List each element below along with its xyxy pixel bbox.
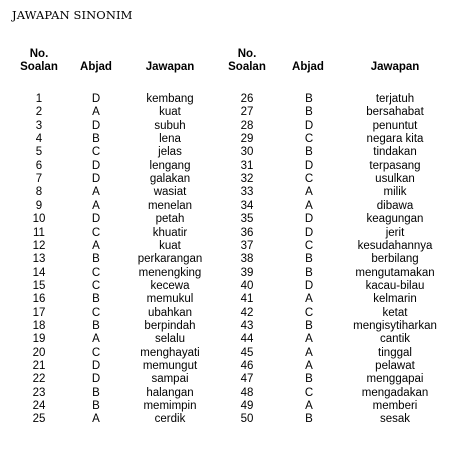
soalan-number-cell: 34 [240,199,254,212]
jawapan-cell: cerdik [154,413,186,426]
abjad-cell: C [91,226,101,239]
header-abjad-left: Abjad [80,61,112,73]
jawapan-cell: ubahkan [147,306,193,319]
abjad-cell: D [304,279,314,292]
jawapan-cell: ketat [382,306,408,319]
abjad-cell: B [305,106,313,119]
table-row [0,307,474,320]
jawapan-cell: kuat [159,106,181,119]
abjad-cell: D [91,93,101,105]
soalan-number-cell: 14 [32,266,46,279]
jawapan-cell: cantik [379,333,411,346]
jawapan-cell: menelan [147,199,193,212]
jawapan-cell: mengutamakan [355,266,435,279]
soalan-number-cell: 30 [240,146,254,159]
jawapan-cell: berpindah [144,319,196,332]
abjad-cell: D [91,173,101,186]
soalan-number-cell: 22 [32,373,46,386]
abjad-cell: A [305,400,313,413]
abjad-cell: B [92,386,100,399]
table-row [0,413,474,426]
table-row [0,400,474,413]
soalan-number-cell: 27 [240,106,254,119]
jawapan-cell: jelas [158,146,182,159]
soalan-number-cell: 21 [32,360,46,372]
abjad-cell: A [92,186,100,199]
soalan-number-cell: 5 [35,146,43,159]
soalan-number-cell: 15 [32,279,46,292]
soalan-number-cell: 32 [240,173,254,186]
table-row [0,186,474,199]
jawapan-cell: tinggal [378,346,412,359]
soalan-number-cell: 43 [240,319,254,332]
table-row [0,320,474,333]
table-row [0,106,474,119]
soalan-number-cell: 23 [32,386,46,399]
abjad-cell: C [91,266,101,279]
abjad-cell: A [92,199,100,212]
table-row [0,267,474,280]
jawapan-cell: jerit [385,226,405,239]
abjad-cell: D [91,119,101,132]
jawapan-cell: terpasang [369,159,421,172]
soalan-number-cell: 8 [35,186,43,199]
table-row [0,160,474,173]
abjad-cell: B [305,266,313,279]
table-row [0,347,474,360]
soalan-number-cell: 33 [240,186,254,199]
jawapan-cell: menghayati [140,346,200,359]
header-soalan-line2: Soalan [228,61,266,73]
soalan-number-cell: 1 [35,93,43,105]
abjad-cell: B [305,146,313,159]
table-row [0,146,474,159]
abjad-cell: B [305,413,313,426]
soalan-number-cell: 26 [240,93,254,105]
soalan-number-cell: 24 [32,400,46,413]
abjad-cell: C [304,386,314,399]
jawapan-cell: terjatuh [375,93,415,105]
abjad-cell: D [91,360,101,372]
soalan-number-cell: 44 [240,333,254,346]
jawapan-cell: selalu [154,333,186,346]
jawapan-cell: sampai [151,373,189,386]
table-row [0,293,474,306]
table-row [0,373,474,386]
soalan-number-cell: 28 [240,119,254,132]
jawapan-cell: subuh [154,119,186,132]
abjad-cell: B [305,319,313,332]
soalan-number-cell: 50 [240,413,254,426]
soalan-number-cell: 37 [240,239,254,252]
jawapan-cell: negara kita [366,133,424,146]
abjad-cell: D [304,119,314,132]
header-soalan-line1: No. [237,48,257,60]
table-row [0,253,474,266]
abjad-cell: C [304,239,314,252]
abjad-cell: B [305,253,313,266]
soalan-number-cell: 11 [33,226,45,239]
jawapan-cell: kuat [159,239,181,252]
abjad-cell: B [305,373,313,386]
table-row [0,93,474,106]
header-jawapan-right: Jawapan [370,61,420,73]
jawapan-cell: lengang [149,159,191,172]
abjad-cell: B [92,133,100,146]
jawapan-cell: pelawat [375,360,415,372]
jawapan-cell: bersahabat [366,106,424,119]
jawapan-cell: kacau-bilau [365,279,425,292]
jawapan-cell: sesak [379,413,411,426]
abjad-cell: D [304,159,314,172]
abjad-cell: B [92,319,100,332]
jawapan-cell: memberi [372,400,418,413]
jawapan-cell: khuatir [152,226,188,239]
jawapan-cell: perkarangan [137,253,203,266]
soalan-number-cell: 16 [32,293,46,306]
soalan-number-cell: 3 [35,119,43,132]
abjad-cell: C [91,279,101,292]
soalan-number-cell: 7 [35,173,43,186]
soalan-number-cell: 10 [32,213,46,226]
table-row [0,213,474,226]
abjad-cell: D [91,213,101,226]
jawapan-cell: lena [159,133,181,146]
abjad-cell: A [92,333,100,346]
header-jawapan-left: Jawapan [145,61,195,73]
table-row [0,227,474,240]
soalan-number-cell: 6 [35,159,43,172]
page-title: JAWAPAN SINONIM [12,8,133,22]
jawapan-cell: memimpin [143,400,197,413]
header-soalan-line2: Soalan [20,61,58,73]
soalan-number-cell: 39 [240,266,254,279]
jawapan-cell: menengking [138,266,202,279]
table-row [0,360,474,373]
header-soalan-right [222,48,272,74]
table-row [0,173,474,186]
table-row [0,387,474,400]
jawapan-cell: halangan [146,386,194,399]
soalan-number-cell: 40 [240,279,254,292]
table-row [0,333,474,346]
soalan-number-cell: 49 [240,400,254,413]
abjad-cell: A [305,333,313,346]
abjad-cell: C [304,133,314,146]
abjad-cell: D [91,159,101,172]
abjad-cell: D [304,213,314,226]
soalan-number-cell: 31 [240,159,254,172]
table-row [0,200,474,213]
jawapan-cell: milik [383,186,407,199]
abjad-cell: A [92,106,100,119]
abjad-cell: B [92,293,100,306]
jawapan-cell: memukul [146,293,194,306]
abjad-cell: D [91,373,101,386]
jawapan-cell: kesudahannya [357,239,433,252]
abjad-cell: A [92,239,100,252]
soalan-number-cell: 13 [32,253,46,266]
jawapan-cell: mengisytiharkan [353,319,437,332]
jawapan-cell: berbilang [371,253,419,266]
abjad-cell: B [92,400,100,413]
abjad-cell: D [304,226,314,239]
table-row [0,240,474,253]
jawapan-cell: penuntut [372,119,418,132]
jawapan-cell: usulkan [375,173,415,186]
soalan-number-cell: 42 [240,306,254,319]
abjad-cell: C [91,306,101,319]
soalan-number-cell: 29 [240,133,254,146]
abjad-cell: C [304,173,314,186]
jawapan-cell: kelmarin [373,293,417,306]
abjad-cell: A [305,186,313,199]
soalan-number-cell: 38 [240,253,254,266]
abjad-cell: A [305,346,313,359]
soalan-number-cell: 35 [240,213,254,226]
abjad-cell: A [305,199,313,212]
jawapan-cell: petah [155,213,185,226]
jawapan-cell: mengadakan [361,386,429,399]
soalan-number-cell: 48 [240,386,254,399]
soalan-number-cell: 46 [240,360,254,372]
abjad-cell: C [91,346,101,359]
soalan-number-cell: 9 [35,199,43,212]
jawapan-cell: keagungan [366,213,424,226]
soalan-number-cell: 41 [240,293,254,306]
abjad-cell: A [92,413,100,426]
soalan-number-cell: 25 [32,413,46,426]
jawapan-cell: kecewa [150,279,190,292]
abjad-cell: B [92,253,100,266]
soalan-number-cell: 45 [240,346,254,359]
soalan-number-cell: 19 [32,333,46,346]
jawapan-cell: tindakan [373,146,417,159]
soalan-number-cell: 18 [32,319,46,332]
soalan-number-cell: 20 [32,346,46,359]
soalan-number-cell: 2 [35,106,43,119]
abjad-cell: C [304,306,314,319]
jawapan-cell: menggapai [366,373,424,386]
abjad-cell: C [91,146,101,159]
header-soalan-line1: No. [29,48,49,60]
soalan-number-cell: 36 [240,226,254,239]
soalan-number-cell: 17 [32,306,46,319]
jawapan-cell: kembang [146,93,194,105]
jawapan-cell: memungut [142,360,198,372]
abjad-cell: A [305,360,313,372]
soalan-number-cell: 12 [32,239,46,252]
header-abjad-right: Abjad [292,61,324,73]
table-row [0,133,474,146]
soalan-number-cell: 4 [35,133,43,146]
table-row [0,280,474,293]
jawapan-cell: wasiat [153,186,187,199]
jawapan-cell: dibawa [376,199,414,212]
abjad-cell: A [305,293,313,306]
table-row [0,120,474,133]
header-soalan-left [14,48,64,74]
abjad-cell: B [305,93,313,105]
jawapan-cell: galakan [149,173,191,186]
soalan-number-cell: 47 [240,373,254,386]
